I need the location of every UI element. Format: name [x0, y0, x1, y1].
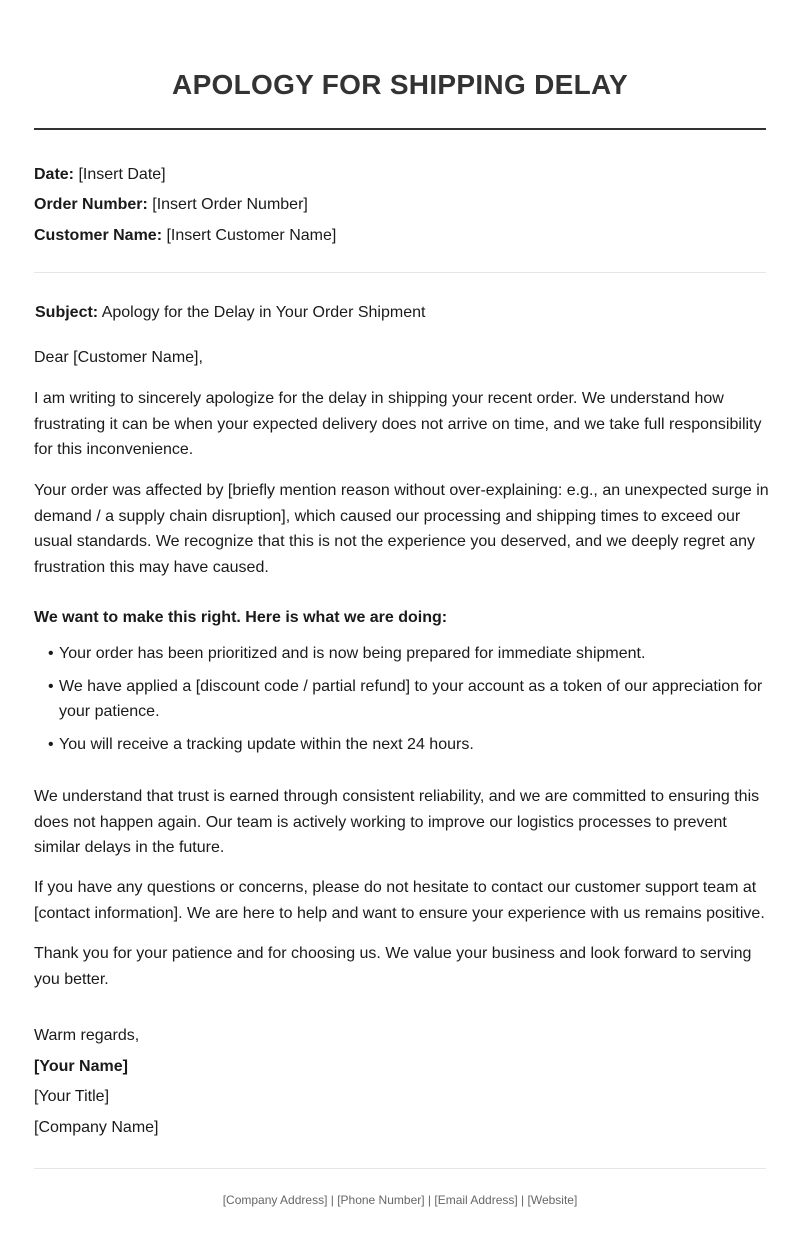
signer-company: [Company Name]	[34, 1119, 159, 1136]
list-item-text: We have applied a [discount code / partial refund] to your account as a token of our appreciation for your patience.	[59, 677, 763, 720]
list-item-text: You will receive a tracking update within the next 24 hours.	[59, 735, 474, 753]
signer-title: [Your Title]	[34, 1088, 110, 1105]
list-item	[48, 641, 778, 667]
date-line	[34, 165, 166, 185]
customer-name-value: [Insert Customer Name]	[166, 227, 337, 244]
body-paragraph: I am writing to sincerely apologize for the delay in shipping your recent order. We understand how frustrating it can be when your expected delivery does not arrive on time, and we take full responsibility for this inconvenience.	[34, 390, 762, 458]
action-heading: We want to make this right. Here is what we are doing:	[34, 609, 448, 626]
footer-divider	[34, 1168, 766, 1169]
date-label: Date:	[34, 166, 75, 183]
list-item	[48, 732, 778, 758]
greeting: Dear [Customer Name],	[34, 349, 203, 366]
action-list	[48, 641, 778, 757]
subject-line	[35, 303, 425, 323]
order-number-label: Order Number:	[34, 196, 148, 213]
bullet-icon: •	[48, 677, 54, 695]
customer-name-label: Customer Name:	[34, 227, 163, 244]
order-number-value: [Insert Order Number]	[152, 196, 308, 213]
list-item-text: Your order has been prioritized and is now being prepared for immediate shipment.	[59, 645, 646, 662]
body-paragraph: We understand that trust is earned through consistent reliability, and we are committed to ensuring this does not happen again. Our team is actively working to improve our logistics processes to prevent similar delays in the future.	[34, 788, 760, 856]
meta-divider	[34, 272, 766, 273]
sign-off: Warm regards,	[34, 1027, 140, 1044]
body-paragraph: If you have any questions or concerns, please do not hesitate to contact our customer support team at [contact information]. We are here to help and want to ensure your experience with us remains positive.	[34, 879, 765, 922]
order-number-line	[34, 195, 308, 215]
document-title: APOLOGY FOR SHIPPING DELAY	[172, 69, 628, 100]
title-divider	[34, 128, 766, 130]
customer-name-line	[34, 226, 336, 246]
list-item	[48, 674, 778, 725]
signer-name: [Your Name]	[34, 1058, 128, 1075]
footer-contact: [Company Address] | [Phone Number] | [Email Address] | [Website]	[222, 1193, 578, 1207]
subject-label: Subject:	[35, 304, 99, 321]
bullet-icon: •	[48, 645, 54, 662]
date-value: [Insert Date]	[78, 166, 166, 183]
body-paragraph: Your order was affected by [briefly mention reason without over-explaining: e.g., an unexpected surge in demand / a supply chain disruption], which caused our processing and shipping times to exceed our usual standards. We recognize that this is not the experience you deserved, and we deeply regret any frustration this may have caused.	[34, 482, 769, 576]
body-paragraph: Thank you for your patience and for choosing us. We value your business and look forward to serving you better.	[34, 945, 752, 988]
bullet-icon: •	[48, 735, 54, 753]
subject-value: Apology for the Delay in Your Order Shipment	[101, 304, 426, 321]
